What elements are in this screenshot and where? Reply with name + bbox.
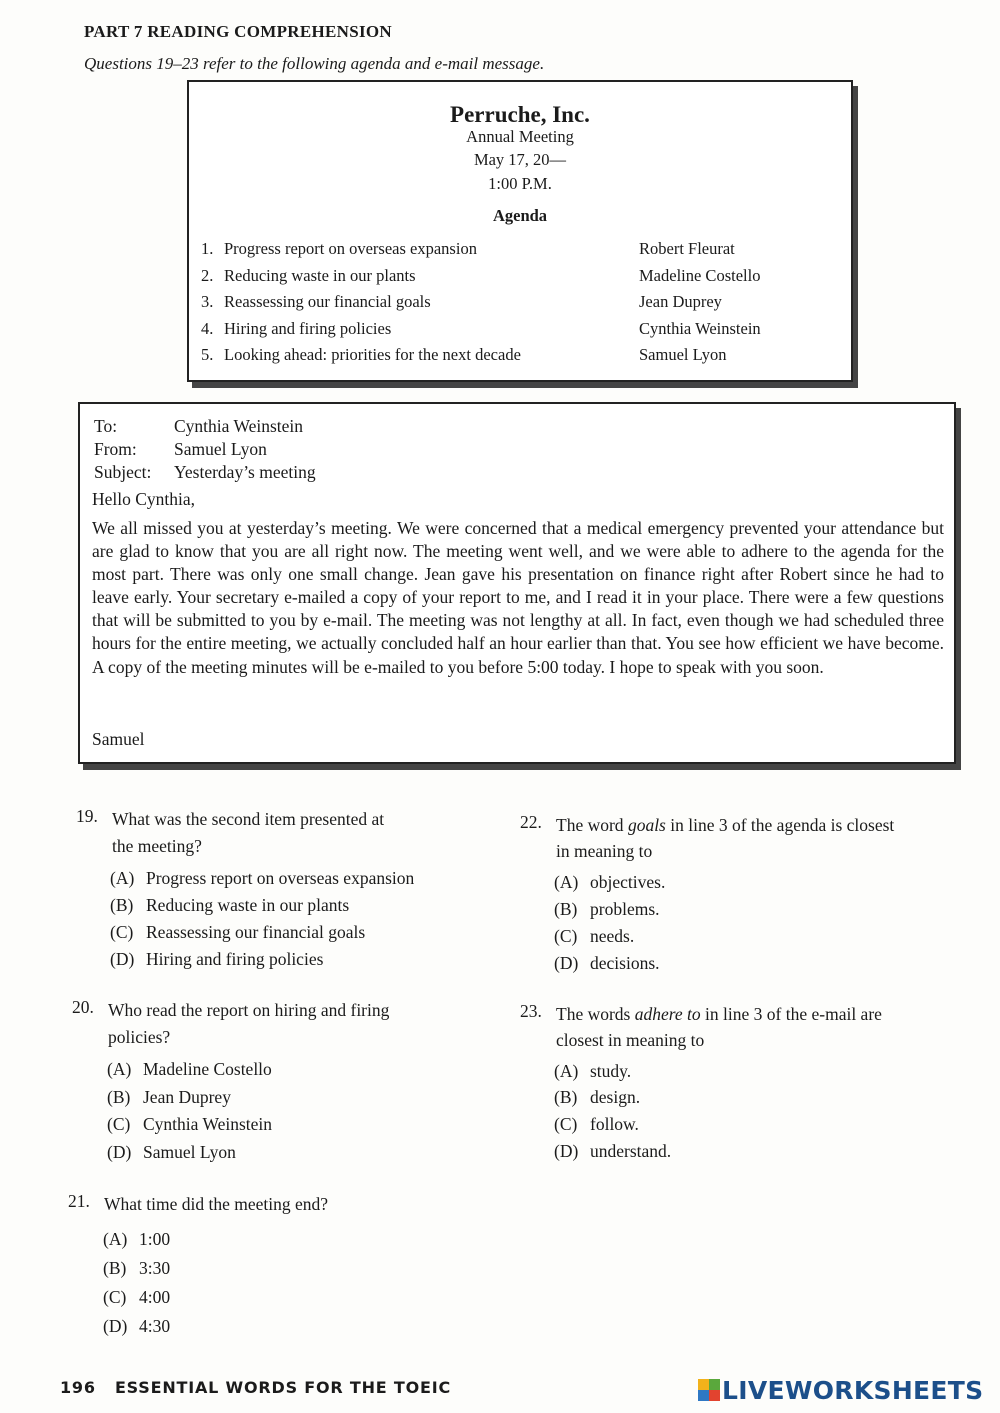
option-text: Madeline Costello [143,1059,272,1079]
question-text-post: in line 3 of the agenda is closest [665,815,895,835]
agenda-item [201,345,841,371]
question-text-line1: Who read the report on hiring and firing [108,1000,390,1020]
email-greeting: Hello Cynthia, [92,489,196,509]
question-20 [72,997,492,1057]
question-text-line2: in meaning to [556,841,653,861]
agenda-item-presenter: Samuel Lyon [639,345,727,364]
option-text: 3:30 [139,1258,171,1278]
email-subject-value: Yesterday’s meeting [174,462,316,482]
option-letter: (A) [107,1059,132,1079]
option-text: understand. [590,1141,672,1161]
option-letter: (C) [107,1114,131,1134]
question-number: 20. [72,997,94,1017]
option-letter: (A) [554,872,579,892]
question-text-pre: The words [556,1004,635,1024]
question-number: 21. [68,1191,90,1211]
option-text: Hiring and firing policies [146,949,324,969]
option-letter: (C) [554,926,578,946]
option-letter: (A) [554,1061,579,1081]
option-text: Cynthia Weinstein [143,1114,273,1134]
option-letter: (D) [554,953,579,973]
agenda-item-presenter: Madeline Costello [639,266,761,285]
option-letter: (B) [554,899,578,919]
question-keyword: adhere to [634,1004,701,1024]
email-body: We all missed you at yesterday’s meeting. We were concerned that a medical emergency prevented your attendance but are glad to know that you are all right now. The meeting went well, and we were able to adhere to the agenda for the most part. There was only one small change. Jean gave his presentation on finance right after Robert since he had to leave early. Your secretary e-mailed a copy of your report to me, and I read it in your place. There were a few questions that will be submitted to you by e-mail. The meeting was not lengthy at all. In fact, even though we had scheduled three hours for the entire meeting, we actually concluded half an hour earlier than that. You see how efficient we have become. A copy of the meeting minutes will be e-mailed to you before 5:00 today. I hope to speak with you soon. [92,518,944,677]
option-letter: (C) [554,1114,578,1134]
option-text: Reassessing our financial goals [146,922,366,942]
option-text: objectives. [590,872,666,892]
agenda-item-number: 3. [201,292,214,311]
question-text-line1 [556,1001,882,1028]
question-22 [520,812,960,872]
agenda-item-number: 5. [201,345,214,364]
option-letter: (D) [103,1316,128,1336]
option-letter: (A) [110,868,135,888]
agenda-item-topic: Reassessing our financial goals [224,292,431,311]
option-text: Jean Duprey [143,1087,231,1107]
agenda-item [201,266,841,292]
option-text: follow. [590,1114,639,1134]
liveworksheets-wordmark: LIVEWORKSHEETS [722,1376,984,1405]
meeting-date: May 17, 20— [473,150,567,169]
liveworksheets-logo-icon [698,1379,720,1401]
question-text-line2: the meeting? [112,836,202,856]
questions-intro: Questions 19–23 refer to the following agenda and e-mail message. [84,54,545,73]
agenda-item-topic: Progress report on overseas expansion [224,239,477,258]
option-text: 1:00 [139,1229,171,1249]
email-from-label: From: [94,439,137,459]
option-letter: (B) [103,1258,127,1278]
agenda-item [201,239,841,265]
agenda-item-presenter: Jean Duprey [639,292,722,311]
option-text: Samuel Lyon [143,1142,236,1162]
meeting-time: 1:00 P.M. [488,174,552,193]
book-title: ESSENTIAL WORDS FOR THE TOEIC [114,1378,452,1397]
email-signature: Samuel [92,729,145,749]
agenda-item-topic: Hiring and firing policies [224,319,392,338]
agenda-item-presenter: Robert Fleurat [639,239,735,258]
agenda-item-topic: Reducing waste in our plants [224,266,416,285]
option-text: 4:30 [139,1316,171,1336]
option-letter: (B) [110,895,134,915]
question-text-pre: The word [556,815,628,835]
agenda-item [201,292,841,318]
option-text: decisions. [590,953,660,973]
email-box [78,402,956,764]
option-letter: (D) [110,949,135,969]
option-letter: (C) [103,1287,127,1307]
question-21 [68,1191,488,1221]
email-from-value: Samuel Lyon [174,439,267,459]
agenda-item-number: 2. [201,266,214,285]
option-letter: (D) [554,1141,579,1161]
agenda-item-topic: Looking ahead: priorities for the next decade [224,345,521,364]
agenda-item [201,319,841,345]
question-19 [76,806,496,866]
option-text: Reducing waste in our plants [146,895,350,915]
agenda-item-presenter: Cynthia Weinstein [639,319,761,338]
company-name: Perruche, Inc. [450,102,590,127]
option-text: needs. [590,926,635,946]
question-text-line1: What time did the meeting end? [104,1194,329,1214]
question-number: 19. [76,806,98,826]
part-title: PART 7 READING COMPREHENSION [84,22,392,41]
option-letter: (B) [554,1087,578,1107]
option-text: design. [590,1087,641,1107]
agenda-title: Agenda [492,206,548,225]
page-footer [60,1378,451,1397]
page-number: 196 [60,1378,96,1397]
option-text: study. [590,1061,632,1081]
option-text: problems. [590,899,660,919]
agenda-box [187,80,853,382]
question-keyword: goals [627,815,666,835]
question-number: 23. [520,1001,542,1021]
option-text: 4:00 [139,1287,171,1307]
question-text-line1 [556,812,894,839]
agenda-item-number: 4. [201,319,214,338]
question-text-line1: What was the second item presented at [112,809,385,829]
question-23 [520,1001,960,1061]
question-number: 22. [520,812,542,832]
agenda-item-number: 1. [201,239,214,258]
option-text: Progress report on overseas expansion [146,868,415,888]
option-letter: (A) [103,1229,128,1249]
meeting-name: Annual Meeting [466,127,574,146]
question-text-line2: policies? [108,1027,171,1047]
option-letter: (C) [110,922,134,942]
email-to-label: To: [94,416,118,436]
option-letter: (D) [107,1142,132,1162]
email-to-value: Cynthia Weinstein [174,416,304,436]
option-letter: (B) [107,1087,131,1107]
question-text-line2: closest in meaning to [556,1030,705,1050]
question-text-post: in line 3 of the e-mail are [700,1004,882,1024]
email-subject-label: Subject: [94,462,152,482]
